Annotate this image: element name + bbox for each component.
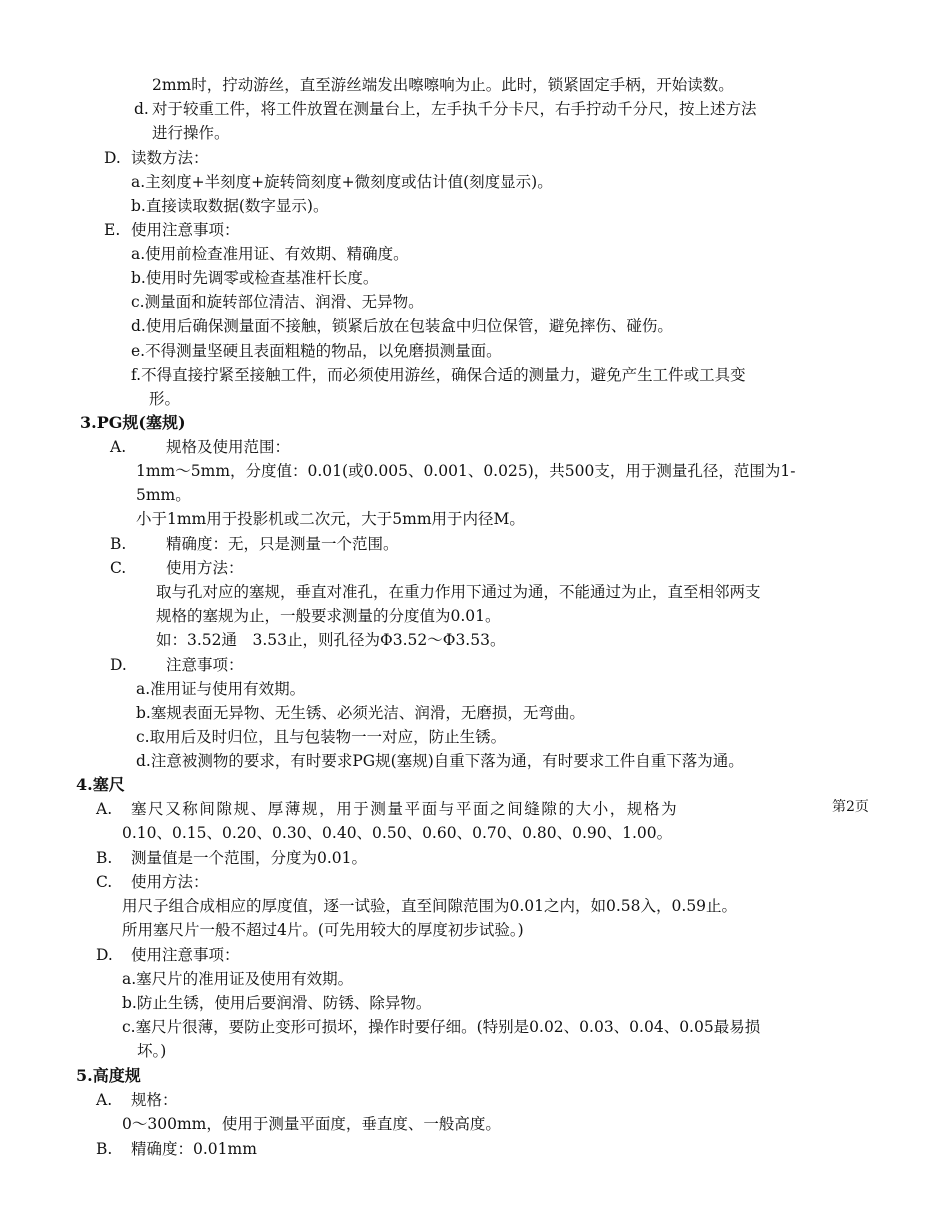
micrometer-precaution-d: d.使用后确保测量面不接触，锁紧后放在包装盒中归位保管，避免摔伤、碰伤。 <box>131 317 673 335</box>
pg-precision-text: 精确度：无，只是测量一个范围。 <box>166 535 399 553</box>
reading-method-marker: D. <box>104 149 121 167</box>
feeler-usage-marker: C. <box>96 873 113 891</box>
pg-spec-line-2: 5mm。 <box>136 486 191 504</box>
section-4-heading: 4.塞尺 <box>76 775 125 794</box>
pg-usage-title: 使用方法： <box>166 559 244 577</box>
micrometer-precaution-e: e.不得测量坚硬且表面粗糙的物品，以免磨损测量面。 <box>131 342 502 360</box>
pg-notes-marker: D. <box>110 656 127 674</box>
section-5-heading: 5.高度规 <box>76 1066 141 1085</box>
feeler-note-b: b.防止生锈，使用后要润滑、防锈、除异物。 <box>122 994 432 1012</box>
feeler-intro-marker: A. <box>96 800 113 818</box>
feeler-notes-title: 使用注意事项： <box>131 946 240 964</box>
micrometer-step-c-continuation: 2mm时，拧动游丝，直至游丝端发出嚓嚓响为止。此时，锁紧固定手柄，开始读数。 <box>152 76 734 94</box>
micrometer-step-d-line-1: 对于较重工件，将工件放置在测量台上，左手执千分卡尺，右手拧动千分尺，按上述方法 <box>152 100 757 118</box>
micrometer-step-d-line-2: 进行操作。 <box>152 124 230 142</box>
pg-spec-line-1: 1mm～5mm，分度值：0.01(或0.005、0.001、0.025)，共500支，用于测量孔径，范围为1- <box>136 462 796 480</box>
reading-method-title: 读数方法： <box>131 149 209 167</box>
feeler-note-c-line-1: c.塞尺片很薄，要防止变形可损坏，操作时要仔细。(特别是0.02、0.03、0.04、0.05最易损 <box>122 1018 761 1036</box>
feeler-intro-line-2: 0.10、0.15、0.20、0.30、0.40、0.50、0.60、0.70、0.80、0.90、1.00。 <box>122 824 673 842</box>
pg-usage-line-2: 规格的塞规为止，一般要求测量的分度值为0.01。 <box>156 607 501 625</box>
page-number-label: 第2页 <box>832 799 869 815</box>
feeler-range-text: 测量值是一个范围，分度为0.01。 <box>131 849 368 867</box>
feeler-usage-title: 使用方法： <box>131 873 209 891</box>
pg-precision-marker: B. <box>110 535 127 553</box>
pg-spec-title: 规格及使用范围： <box>166 438 291 456</box>
micrometer-precautions-marker: E. <box>104 221 121 239</box>
feeler-note-c-line-2: 坏。) <box>137 1042 167 1060</box>
pg-spec-line-3: 小于1mm用于投影机或二次元，大于5mm用于内径M。 <box>136 510 525 528</box>
micrometer-precaution-f-line-1: f.不得直接拧紧至接触工件，而必须使用游丝，确保合适的测量力，避免产生工件或工具变 <box>131 366 746 384</box>
pg-note-a: a.准用证与使用有效期。 <box>136 680 306 698</box>
reading-method-item-b: b.直接读取数据(数字显示)。 <box>131 197 329 215</box>
micrometer-precautions-title: 使用注意事项： <box>131 221 240 239</box>
pg-spec-marker: A. <box>110 438 127 456</box>
micrometer-precaution-f-line-2: 形。 <box>149 390 181 408</box>
pg-usage-line-1: 取与孔对应的塞规，垂直对准孔，在重力作用下通过为通，不能通过为止，直至相邻两支 <box>156 583 761 601</box>
feeler-note-a: a.塞尺片的准用证及使用有效期。 <box>122 970 354 988</box>
section-3-heading: 3.PG规(塞规) <box>80 413 186 432</box>
pg-usage-marker: C. <box>110 559 127 577</box>
pg-usage-example: 如：3.52通 3.53止，则孔径为Φ3.52～Φ3.53。 <box>156 631 506 649</box>
height-gauge-spec-marker: A. <box>96 1091 113 1109</box>
pg-notes-title: 注意事项： <box>166 656 244 674</box>
pg-note-c: c.取用后及时归位，且与包装物一一对应，防止生锈。 <box>136 728 507 746</box>
height-gauge-spec-title: 规格： <box>131 1091 178 1109</box>
reading-method-item-a: a.主刻度+半刻度+旋转筒刻度+微刻度或估计值(刻度显示)。 <box>131 173 553 191</box>
pg-note-b: b.塞规表面无异物、无生锈、必须光洁、润滑，无磨损，无弯曲。 <box>136 704 585 722</box>
feeler-intro-line-1: 塞尺又称间隙规、厚薄规，用于测量平面与平面之间缝隙的大小，规格为 <box>131 800 679 818</box>
height-gauge-spec-text: 0～300mm，使用于测量平面度，垂直度、一般高度。 <box>122 1115 501 1133</box>
micrometer-precaution-b: b.使用时先调零或检查基准杆长度。 <box>131 269 379 287</box>
feeler-usage-line-1: 用尺子组合成相应的厚度值，逐一试验，直至间隙范围为0.01之内，如0.58入，0.59止。 <box>122 897 738 915</box>
micrometer-step-d-marker: d. <box>134 100 149 118</box>
feeler-range-marker: B. <box>96 849 113 867</box>
feeler-notes-marker: D. <box>96 946 113 964</box>
feeler-usage-line-2: 所用塞尺片一般不超过4片。(可先用较大的厚度初步试验。) <box>122 921 524 939</box>
micrometer-precaution-a: a.使用前检查准用证、有效期、精确度。 <box>131 245 409 263</box>
height-gauge-precision-text: 精确度：0.01mm <box>131 1140 257 1158</box>
pg-note-d: d.注意被测物的要求，有时要求PG规(塞规)自重下落为通，有时要求工件自重下落为通。 <box>136 752 744 770</box>
height-gauge-precision-marker: B. <box>96 1140 113 1158</box>
micrometer-precaution-c: c.测量面和旋转部位清洁、润滑、无异物。 <box>131 293 424 311</box>
